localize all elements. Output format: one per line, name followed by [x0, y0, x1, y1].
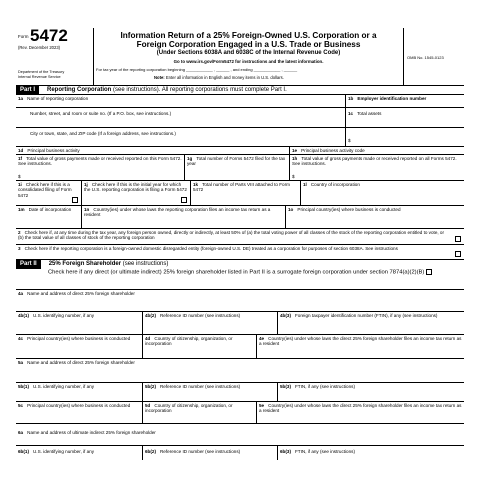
- line-num-5b1: 5b(1): [18, 384, 29, 389]
- label-street: Number, street, and room or suite no. (If a P.O. box, see instructions.): [30, 111, 172, 116]
- dollar-1h: $: [292, 173, 295, 179]
- row-4a: [16, 290, 464, 312]
- field-street[interactable]: [16, 108, 346, 127]
- checkbox-surrogate[interactable]: [426, 269, 432, 275]
- label-1f: Total value of gross payments made or received reported on this Form 5472. See instructions.: [18, 156, 182, 167]
- department-block: [18, 70, 64, 79]
- line-num-4b1: 4b(1): [18, 313, 29, 318]
- checkbox-2[interactable]: [455, 236, 461, 242]
- checkbox-1j[interactable]: [181, 197, 187, 203]
- row-5c: [16, 402, 464, 424]
- label-city: City or town, state, and ZIP code (If a foreign address, see instructions.): [30, 131, 176, 136]
- label-4b2: Reference ID number (see instructions): [159, 313, 241, 318]
- field-4e[interactable]: [257, 335, 464, 358]
- row-city: [16, 128, 464, 147]
- surrogate-text-block: [16, 269, 464, 276]
- field-6b2[interactable]: [143, 446, 278, 460]
- line-num-1b: 1b: [348, 96, 354, 101]
- field-1d[interactable]: [16, 147, 290, 154]
- label-4a: Name and address of direct 25% foreign shareholder: [27, 291, 135, 296]
- line-num-6a: 6a: [18, 430, 24, 435]
- label-1b: Employer identification number: [357, 96, 427, 101]
- row-1i: [16, 181, 464, 206]
- line-num-5d: 5d: [145, 403, 151, 408]
- line-num-5e: 5e: [259, 403, 265, 408]
- field-1k[interactable]: [191, 181, 301, 205]
- field-4a[interactable]: [16, 290, 464, 311]
- label-6b1: U.S. identifying number, if any: [32, 449, 95, 454]
- row-2: [16, 229, 464, 245]
- row-4b: [16, 312, 464, 335]
- label-1k: Total number of Parts VIII attached to Form 5472: [193, 182, 290, 193]
- line-num-1c: 1c: [348, 111, 354, 116]
- line-num-5c: 5c: [18, 403, 24, 408]
- label-1m: Date of incorporation: [28, 207, 72, 212]
- label-1c: Total assets: [357, 111, 382, 116]
- label-5b1: U.S. identifying number, if any: [32, 384, 95, 389]
- label-1e: Principal business activity code: [301, 148, 365, 153]
- line-num-1g: 1g: [187, 156, 193, 161]
- label-5a: Name and address of direct 25% foreign shareholder: [27, 360, 135, 365]
- form-title: Information Return of a 25% Foreign-Owned U.S. Corporation or a Foreign Corporation Engaged in a U.S. Trade or Business: [120, 31, 377, 50]
- form-header: [16, 28, 464, 86]
- line-num-6b1: 6b(1): [18, 449, 29, 454]
- row-1f: [16, 155, 464, 181]
- field-5b1[interactable]: [16, 383, 143, 401]
- label-1a: Name of reporting corporation: [27, 96, 89, 101]
- label-1n: Country(ies) under whose laws the reporting corporation files an income tax return as a resident: [84, 207, 271, 218]
- form-revision: (Rev. December 2023): [18, 45, 61, 50]
- field-4c[interactable]: [16, 335, 143, 358]
- label-5c: Principal country(ies) where business is conducted: [27, 403, 131, 408]
- field-4b1[interactable]: [16, 312, 143, 334]
- row-1m: [16, 206, 464, 229]
- part1-label: Part I: [16, 86, 39, 95]
- line-num-1k: 1k: [193, 182, 199, 187]
- line-num-5b2: 5b(2): [145, 384, 156, 389]
- field-1o[interactable]: [286, 206, 464, 228]
- dollar-1f: $: [18, 173, 21, 179]
- field-1i: [16, 181, 82, 205]
- label-1i: Check here if this is a consolidated filing of Form 5472: [18, 182, 72, 198]
- label-6a: Name and address of ultimate indirect 25% foreign shareholder: [27, 430, 156, 435]
- part2-header: [16, 260, 464, 269]
- line-num-6b3: 6b(3): [280, 449, 291, 454]
- field-6b1[interactable]: [16, 446, 143, 460]
- field-6b3[interactable]: [278, 446, 464, 460]
- row-4c: [16, 335, 464, 359]
- form-title-block: [94, 28, 404, 85]
- department-name: Department of the Treasury: [18, 70, 65, 74]
- checkbox-1i[interactable]: [72, 197, 78, 203]
- line-num-6b2: 6b(2): [145, 449, 156, 454]
- label-5d: Country of citizenship, organization, or incorporation: [145, 403, 233, 414]
- label-4e: Country(ies) under whose laws the direct 25% foreign shareholder files an income tax return as a resident: [259, 336, 462, 347]
- line-num-5b3: 5b(3): [280, 384, 291, 389]
- field-1m[interactable]: [16, 206, 82, 228]
- label-1d: Principal business activity: [27, 148, 80, 153]
- label-5b3: FTIN, if any (see instructions): [294, 384, 355, 389]
- field-4b2[interactable]: [143, 312, 278, 334]
- field-1c[interactable]: [346, 108, 464, 127]
- label-6b3: FTIN, if any (see instructions): [294, 449, 355, 454]
- label-3: Check here if the reporting corporation is a foreign-owned domestic disregarded entity (foreign-owned U.S. DE) treated as a corporation for purposes of section 6038A. See instructions: [24, 246, 398, 251]
- dollar-1c: $: [348, 138, 351, 143]
- line-num-4b2: 4b(2): [145, 313, 156, 318]
- note-label: Note:: [154, 75, 165, 80]
- field-1l[interactable]: [301, 181, 464, 205]
- line-num-4c: 4c: [18, 336, 24, 341]
- label-2: Check here if, at any time during the tax year, any foreign person owned, directly or indirectly, at least 50% of (a) the total voting power of all classes of the stock of the reporting corporation entitled to vote, or (b) the total value of all classes of stock of the reporting corporation: [18, 230, 445, 241]
- field-1h[interactable]: [290, 155, 464, 180]
- field-city[interactable]: [16, 128, 346, 146]
- field-1n[interactable]: [82, 206, 286, 228]
- line-num-2: 2: [18, 230, 21, 235]
- line-num-4a: 4a: [18, 291, 24, 296]
- line-num-1h: 1h: [292, 156, 298, 161]
- goto-instructions: Go to www.irs.gov/Form5472 for instructions and the latest information.: [173, 58, 324, 64]
- line-num-4e: 4e: [259, 336, 265, 341]
- note-line: [154, 76, 284, 81]
- field-5a[interactable]: [16, 359, 464, 382]
- part1-title: [47, 87, 287, 94]
- field-5b2[interactable]: [143, 383, 278, 401]
- line-num-1o: 1o: [288, 207, 294, 212]
- field-1c-amount[interactable]: [346, 128, 464, 146]
- row-5a: [16, 359, 464, 383]
- field-5e[interactable]: [257, 402, 464, 423]
- surrogate-label: Check here if any direct (or ultimate indirect) 25% foreign shareholder listed in Part II is a surrogate foreign corporation under section 7874(a)(2)(B): [48, 269, 425, 276]
- line-num-1e: 1e: [292, 148, 298, 153]
- label-5e: Country(ies) under whose laws the direct 25% foreign shareholder files an income tax return as a resident: [259, 403, 462, 414]
- label-1g: Total number of Forms 5472 filed for the tax year: [187, 156, 286, 167]
- irs-name: Internal Revenue Service: [18, 74, 61, 79]
- line-num-1j: 1j: [84, 182, 88, 187]
- field-6a[interactable]: [16, 424, 464, 445]
- label-4c: Principal country(ies) where business is conducted: [27, 336, 131, 341]
- checkbox-3[interactable]: [455, 251, 461, 257]
- line-num-1m: 1m: [18, 207, 25, 212]
- line-num-1n: 1n: [84, 207, 90, 212]
- part1-title-bold: Reporting Corporation: [47, 86, 112, 93]
- part2-title-bold: 25% Foreign Shareholder: [48, 261, 122, 268]
- form-id-block: [16, 28, 94, 85]
- label-4b1: U.S. identifying number, if any: [32, 313, 95, 318]
- part2-title: [49, 261, 169, 268]
- form-subtitle: (Under Sections 6038A and 6038C of the Internal Revenue Code): [156, 50, 341, 57]
- row-5b: [16, 383, 464, 402]
- field-5b3[interactable]: [278, 383, 464, 401]
- field-5d[interactable]: [143, 402, 257, 423]
- row-1a: [16, 95, 464, 108]
- field-1e[interactable]: [290, 147, 464, 154]
- field-4b3[interactable]: [278, 312, 464, 334]
- line-num-1l: 1l: [303, 182, 307, 187]
- note-text: Enter all information in English and money items in U.S. dollars.: [165, 75, 284, 80]
- line-num-1f: 1f: [18, 156, 23, 161]
- omb-number: OMB No. 1545-0123: [407, 55, 444, 60]
- label-1o: Principal country(ies) where business is conducted: [297, 207, 401, 212]
- label-1l: Country of incorporation: [310, 182, 360, 187]
- label-4b3: Foreign taxpayer identification number (FTIN), if any (see instructions): [294, 313, 438, 318]
- row-3: [16, 245, 464, 260]
- part2-title-rest: (see instructions): [121, 261, 169, 268]
- part1-header: [16, 86, 464, 95]
- row-1d: [16, 147, 464, 155]
- form-number: 5472: [30, 26, 68, 45]
- field-2: [16, 229, 464, 244]
- part2-surrogate-check: [16, 269, 464, 290]
- row-street: [16, 108, 464, 128]
- part2-label: Part II: [16, 260, 41, 269]
- label-4d: Country of citizenship, organization, or incorporation: [145, 336, 233, 347]
- tax-year-line: For tax year of the reporting corporation beginning ____________ , ______ , and ending ____________ , ______: [96, 67, 298, 72]
- label-1j: Check here if this is the initial year for which the U.S. reporting corporation is filing a Form 5472: [84, 182, 187, 193]
- omb-block: [404, 28, 464, 85]
- label-5b2: Reference ID number (see instructions): [159, 384, 241, 389]
- label-1h: Total value of gross payments made or received reported on all Forms 5472. See instructions.: [292, 156, 457, 167]
- field-3: [16, 245, 464, 259]
- line-num-5a: 5a: [18, 360, 24, 365]
- field-1j: [82, 181, 191, 205]
- line-num-1a: 1a: [18, 96, 24, 101]
- line-num-3: 3: [18, 246, 21, 251]
- label-6b2: Reference ID number (see instructions): [159, 449, 241, 454]
- field-4d[interactable]: [143, 335, 257, 358]
- field-5c[interactable]: [16, 402, 143, 423]
- row-6a: [16, 424, 464, 446]
- line-num-4d: 4d: [145, 336, 151, 341]
- field-1b[interactable]: [346, 95, 464, 107]
- field-1g[interactable]: [185, 155, 290, 180]
- field-1a[interactable]: [16, 95, 346, 107]
- line-num-4b3: 4b(3): [280, 313, 291, 318]
- field-1f[interactable]: [16, 155, 185, 180]
- part1-title-rest: (see instructions). All reporting corporations must complete Part I.: [111, 86, 287, 93]
- row-6b: [16, 446, 464, 460]
- line-num-1d: 1d: [18, 148, 24, 153]
- form-word: Form: [18, 34, 29, 39]
- line-num-1i: 1i: [18, 182, 22, 187]
